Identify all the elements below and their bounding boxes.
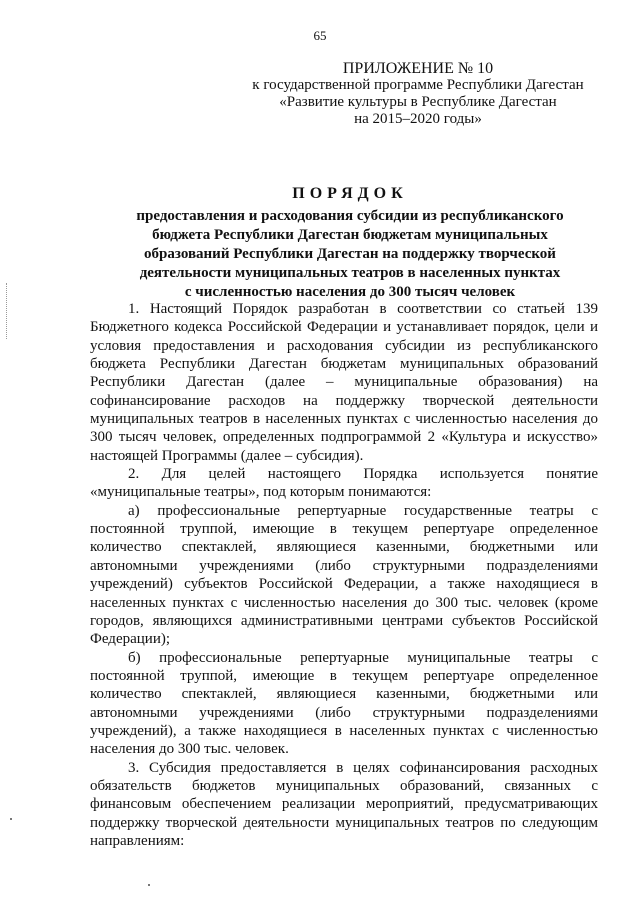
paragraph-2a (90, 502, 598, 649)
appendix-line-2: «Развитие культуры в Республике Дагестан (279, 94, 557, 110)
paragraph-line: учреждений) субъектов Российской Федерации, а также находящиеся в (90, 576, 598, 593)
paragraph-line: «муниципальные театры», под которым понимаются: (90, 484, 432, 501)
paragraph-line: городов, являющихся административными центрами субъектов Российской (90, 612, 598, 629)
paragraph-line: количество спектаклей, являющиеся казенными, бюджетными или (90, 686, 598, 703)
paragraph-line: а) профессиональные репертуарные государственные театры с (128, 502, 598, 519)
scan-dot (148, 884, 150, 886)
paragraph-line: количество спектаклей, являющиеся казенными, бюджетными или (90, 539, 598, 556)
paragraph-line: б) профессиональные репертуарные муниципальные театры с (128, 649, 598, 666)
paragraph-2b (90, 649, 598, 759)
paragraph-line: Федерации); (90, 631, 171, 648)
paragraph-line: 300 тысяч человек, определенных подпрограммой 2 «Культура и искусство» (90, 429, 598, 446)
heading-line-1: предоставления и расходования субсидии из республиканского (136, 208, 564, 224)
paragraph-line: 3. Субсидия предоставляется в целях софинансирования расходных (128, 759, 598, 776)
paragraph-line: финансовым обеспечением реализации мероприятий, предусматривающих (90, 796, 598, 813)
paragraph-3 (90, 759, 598, 851)
page-number: 65 (313, 28, 327, 43)
paragraph-line: Бюджетного кодекса Российской Федерации и устанавливает порядок, цели и (90, 319, 598, 336)
paragraph-line: муниципальных театров в населенных пунктах с численностью населения до (90, 411, 598, 428)
paragraph-2 (90, 465, 598, 502)
appendix-title: ПРИЛОЖЕНИЕ № 10 (342, 60, 494, 77)
heading-line-5: с численностью населения до 300 тысяч человек (184, 284, 516, 300)
scan-dot (10, 818, 12, 820)
paragraph-line: постоянной труппой, имеющие в текущем репертуаре определенное (90, 667, 598, 684)
paragraph-line: обязательств бюджетов муниципальных образований, связанных с (90, 777, 598, 794)
paragraph-line: постоянной труппой, имеющие в текущем репертуаре определенное (90, 521, 598, 538)
heading-title: ПОРЯДОК (292, 185, 408, 202)
margin-scan-mark (6, 283, 11, 339)
paragraph-line: софинансирование расходов на поддержку творческой деятельности (90, 392, 598, 409)
document-body (90, 300, 598, 850)
document-heading (100, 184, 600, 302)
heading-line-2: бюджета Республики Дагестан бюджетам муниципальных (152, 227, 548, 243)
paragraph-line: бюджета Республики Дагестан бюджетам муниципальных образований (90, 356, 598, 373)
heading-line-3: образований Республики Дагестан на поддержку творческой (144, 246, 556, 262)
paragraph-line: 1. Настоящий Порядок разработан в соответствии со статьей 139 (128, 301, 598, 317)
appendix-line-3: на 2015–2020 годы» (354, 111, 482, 127)
paragraph-line: Республики Дагестан (далее – муниципальные образования) на (90, 374, 598, 391)
paragraph-line: условия предоставления и расходования субсидии из республиканского (90, 337, 598, 354)
appendix-block (238, 60, 598, 128)
paragraph-line: 2. Для целей настоящего Порядка используется понятие (128, 466, 598, 483)
paragraph-line: автономными учреждениями (либо структурными подразделениями (90, 704, 598, 721)
appendix-line-1: к государственной программе Республики Дагестан (252, 77, 584, 93)
heading-line-4: деятельности муниципальных театров в населенных пунктах (139, 265, 561, 281)
paragraph-line: учреждений), а также находящиеся в населенных пунктах с численностью (90, 722, 598, 739)
paragraph-1 (90, 300, 598, 465)
paragraph-line: населения до 300 тыс. человек. (90, 741, 289, 758)
paragraph-line: настоящей Программы (далее – субсидия). (90, 447, 364, 464)
paragraph-line: поддержку творческой деятельности муниципальных театров по следующим (90, 814, 598, 831)
paragraph-line: автономными учреждениями (либо структурными подразделениями (90, 557, 598, 574)
paragraph-line: населенных пунктах с численностью населения до 300 тыс. человек (кроме (90, 594, 598, 611)
paragraph-line: направлениям: (90, 832, 185, 849)
